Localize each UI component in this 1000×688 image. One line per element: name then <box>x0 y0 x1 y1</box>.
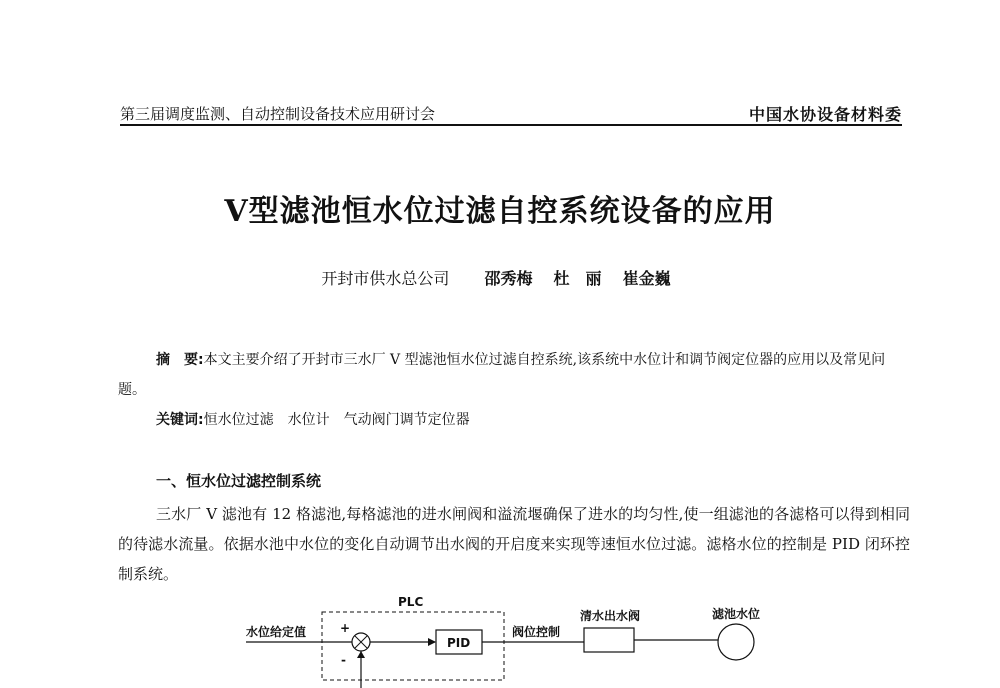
affiliation: 开封市供水总公司 <box>321 269 450 288</box>
plus-sign: + <box>340 621 351 635</box>
keywords-text: 恒水位过滤 水位计 气动阀门调节定位器 <box>203 412 470 428</box>
abstract <box>118 345 908 405</box>
valve-label: 清水出水阀 <box>580 609 641 623</box>
running-header-conference: 第三届调度监测、自动控制设备技术应用研讨会 <box>120 105 436 123</box>
valve-control-label: 阀位控制 <box>512 625 561 639</box>
author-line <box>0 266 1000 289</box>
error-arrow-icon <box>428 638 436 646</box>
section-paragraph: 三水厂 V 滤池有 12 格滤池,每格滤池的进水闸阀和溢流堰确保了进水的均匀性,使一组滤池的各滤格可以得到相同的待滤水流量。依据水池中水位的变化自动调节出水阀的开启度来实现等速恒水位过滤。滤格水位的控制是 PID 闭环控制系统。 <box>118 505 910 583</box>
header-rule <box>120 124 902 126</box>
level-label: 滤池水位 <box>712 607 761 621</box>
water-level-node-icon <box>718 624 754 660</box>
setpoint-label: 水位给定值 <box>246 625 307 639</box>
abstract-label: 摘 要: <box>156 352 204 368</box>
plc-label: PLC <box>398 595 424 609</box>
author-name: 崔金巍 <box>622 269 671 288</box>
valve-block <box>584 628 634 652</box>
abstract-text: 本文主要介绍了开封市三水厂 V 型滤池恒水位过滤自控系统,该系统中水位计和调节阀定位器的应用以及常见问题。 <box>118 352 886 398</box>
control-loop-diagram <box>0 590 1000 688</box>
section-heading: 一、恒水位过滤控制系统 <box>156 472 322 490</box>
keywords <box>156 409 470 429</box>
feedback-arrow-icon <box>357 651 365 658</box>
author-name: 杜 丽 <box>553 269 602 288</box>
author-name: 邵秀梅 <box>484 269 533 288</box>
keywords-label: 关键词: <box>156 412 204 428</box>
minus-sign: - <box>341 653 346 667</box>
pid-label: PID <box>447 636 471 650</box>
running-header-publisher: 中国水协设备材料委 <box>748 105 902 124</box>
paper-title: V型滤池恒水位过滤自控系统设备的应用 <box>224 194 776 229</box>
